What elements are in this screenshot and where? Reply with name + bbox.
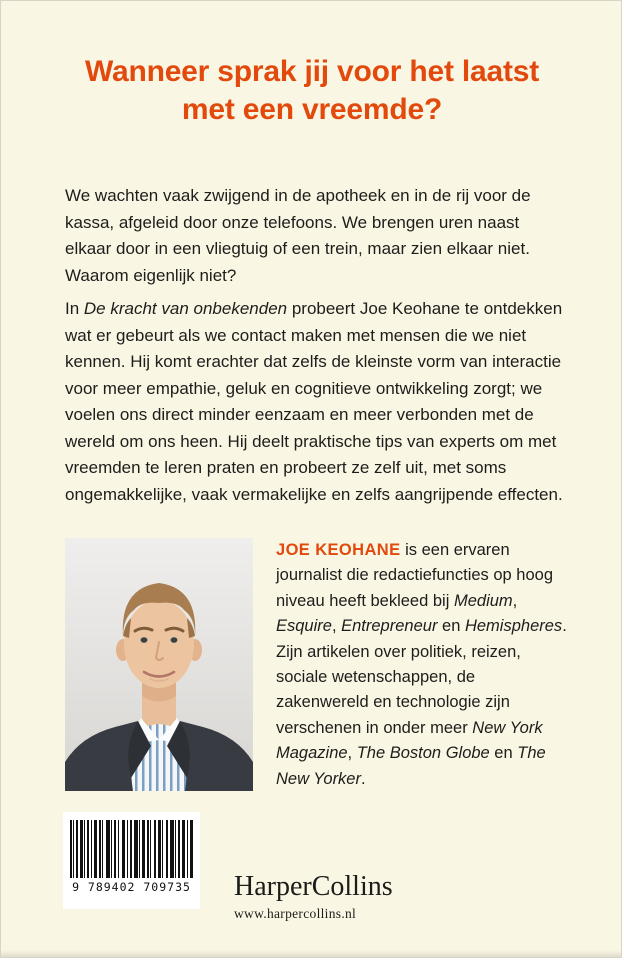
author-portrait-illustration — [65, 538, 253, 791]
bio-segment: , — [331, 617, 342, 636]
paragraph-segment: In — [65, 299, 84, 318]
publisher-block — [234, 871, 393, 922]
publication-name: Hemispheres — [464, 617, 563, 636]
publication-name: Entrepreneur — [341, 617, 438, 636]
publisher-logo: HarperCollins — [234, 871, 393, 902]
bio-segment: , — [512, 591, 518, 610]
bio-segment: . Zijn artikelen over politiek, reizen, sociale wetenschappen, de zakenwereld en technologie zijn verschenen in onder meer — [276, 617, 567, 737]
publication-name: New York Magazine — [276, 718, 543, 763]
publication-name: The New Yorker — [276, 744, 546, 788]
barcode-bars — [70, 820, 193, 878]
barcode — [63, 812, 200, 909]
bio-segment: en — [489, 744, 518, 763]
book-title-italic: De kracht van onbekenden — [83, 299, 288, 318]
author-name: JOE KEOHANE — [276, 541, 401, 559]
publication-name: Esquire — [276, 617, 332, 636]
author-photo — [65, 538, 253, 791]
intro-paragraph: We wachten vaak zwijgend in de apotheek en in de rij voor de kassa, afgeleid door onze telefoons. We brengen uren naast elkaar door in een vliegtuig of een trein, maar zien elkaar niet. Waarom eigenlijk niet? — [65, 186, 531, 285]
description-paragraph — [65, 296, 570, 508]
cover-title: Wanneer sprak jij voor het laatst met een vreemde? — [84, 55, 540, 126]
bio-segment: , — [347, 744, 357, 763]
bio-segment: . — [360, 769, 366, 788]
publication-name: The Boston Globe — [356, 744, 490, 763]
paragraph-segment: probeert Joe Keohane te ontdekken wat er gebeurt als we contact maken met mensen die we niet kennen. Hij komt erachter dat zelfs de kleinste vorm van interactie voor meer empathie, geluk en cognitieve ontwikkeling zorgt; we voelen ons direct minder eenzaam en meer verbonden met de wereld om ons heen. Hij deelt praktische tips van experts om met vreemden te leren praten en probeert ze zelf uit, met soms ongemakkelijke, vaak vermakelijke en zelfs aangrijpende effecten. — [65, 299, 563, 504]
publication-name: Medium — [453, 591, 513, 610]
barcode-number: 9 789402 709735 — [72, 880, 191, 894]
publisher-website: www.harpercollins.nl — [234, 906, 357, 921]
bio-segment: en — [437, 617, 465, 636]
bio-segment: is een ervaren journalist die redactiefuncties op hoog niveau heeft bekleed bij — [276, 541, 554, 610]
author-bio — [276, 538, 568, 792]
